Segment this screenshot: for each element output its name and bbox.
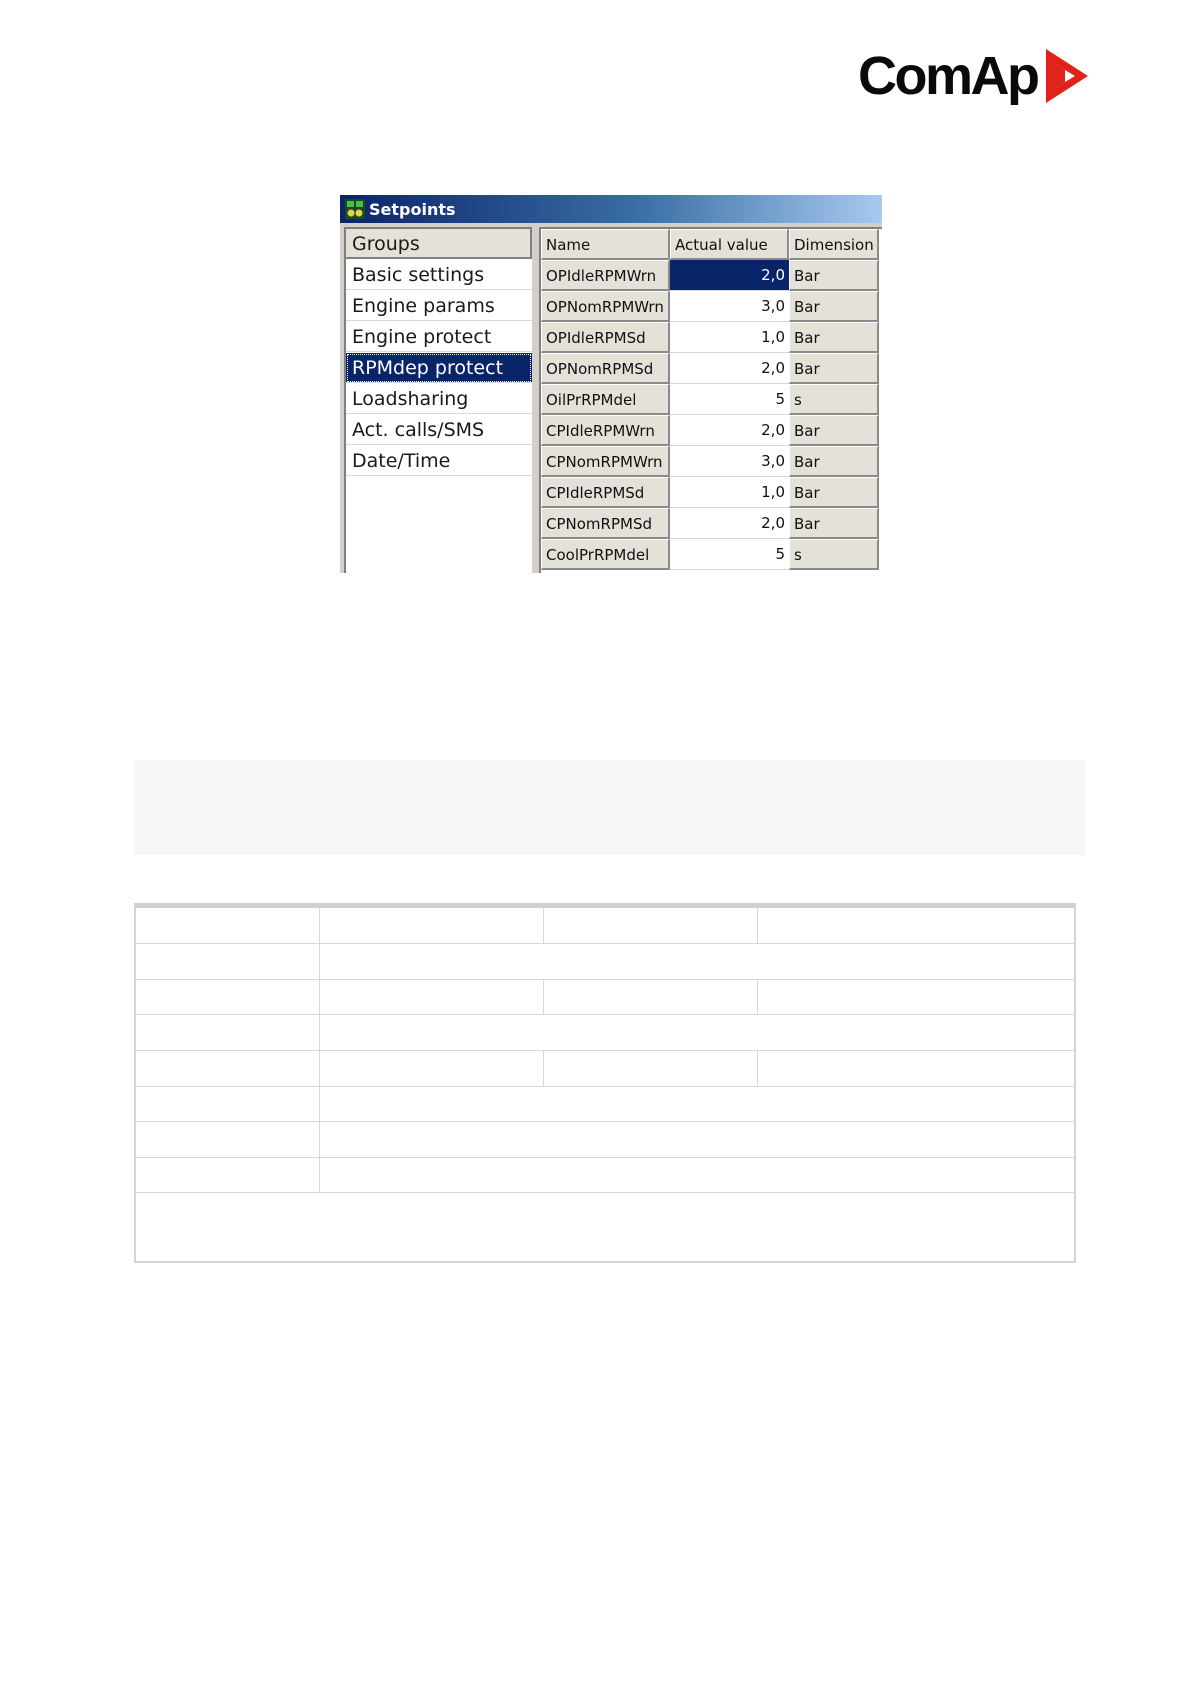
setpoint-name: OPNomRPMWrn (541, 291, 670, 322)
table-row[interactable] (541, 291, 882, 322)
setpoint-dimension: Bar (789, 353, 879, 384)
note-box (134, 760, 1085, 855)
setpoint-value[interactable]: 5 (670, 539, 789, 570)
table-row-divider (136, 1192, 1074, 1193)
groups-header: Groups (346, 229, 532, 259)
table-row-divider (136, 943, 1074, 944)
window-titlebar[interactable] (340, 195, 882, 223)
column-header-actual-value[interactable]: Actual value (670, 229, 789, 260)
window-title: Setpoints (369, 199, 456, 219)
table-column-divider (757, 908, 758, 943)
setpoint-value[interactable]: 1,0 (670, 322, 789, 353)
table-row[interactable] (541, 260, 882, 291)
setpoint-dimension: Bar (789, 291, 879, 322)
setpoint-dimension: Bar (789, 477, 879, 508)
group-item-date-time[interactable]: Date/Time (346, 446, 532, 476)
setpoints-grid (539, 227, 882, 573)
setpoints-window (340, 195, 882, 573)
setpoint-name: OPIdleRPMSd (541, 322, 670, 353)
group-item-rpmdep-protect[interactable]: RPMdep protect (346, 353, 532, 383)
setpoint-value[interactable]: 1,0 (670, 477, 789, 508)
table-row-divider (136, 1157, 1074, 1158)
setpoint-name: CPNomRPMSd (541, 508, 670, 539)
group-item-engine-params[interactable]: Engine params (346, 291, 532, 321)
table-column-divider (543, 979, 544, 1014)
setpoint-value[interactable]: 2,0 (670, 353, 789, 384)
parameter-table (134, 903, 1076, 1263)
setpoint-dimension: s (789, 384, 879, 415)
setpoint-name: OilPrRPMdel (541, 384, 670, 415)
table-row[interactable] (541, 477, 882, 508)
app-icon (345, 199, 365, 219)
table-row[interactable] (541, 508, 882, 539)
table-row[interactable] (541, 415, 882, 446)
setpoint-value[interactable]: 2,0 (670, 260, 789, 291)
setpoint-value[interactable]: 2,0 (670, 415, 789, 446)
table-column-divider (319, 908, 320, 1192)
setpoint-dimension: Bar (789, 322, 879, 353)
table-row[interactable] (541, 384, 882, 415)
table-column-divider (757, 1050, 758, 1086)
table-row[interactable] (541, 446, 882, 477)
setpoint-value[interactable]: 3,0 (670, 291, 789, 322)
setpoint-dimension: Bar (789, 415, 879, 446)
table-row-divider (136, 1121, 1074, 1122)
group-item-basic-settings[interactable]: Basic settings (346, 260, 532, 290)
setpoint-name: OPNomRPMSd (541, 353, 670, 384)
setpoint-dimension: s (789, 539, 879, 570)
setpoint-name: CoolPrRPMdel (541, 539, 670, 570)
setpoint-value[interactable]: 2,0 (670, 508, 789, 539)
group-item-engine-protect[interactable]: Engine protect (346, 322, 532, 352)
setpoint-name: CPIdleRPMWrn (541, 415, 670, 446)
table-row[interactable] (541, 539, 882, 570)
group-item-act-calls-sms[interactable]: Act. calls/SMS (346, 415, 532, 445)
setpoint-dimension: Bar (789, 260, 879, 291)
group-item-loadsharing[interactable]: Loadsharing (346, 384, 532, 414)
comap-play-icon (1043, 47, 1091, 105)
setpoint-name: CPNomRPMWrn (541, 446, 670, 477)
table-column-divider (543, 1050, 544, 1086)
table-row-divider (136, 1014, 1074, 1015)
groups-list (344, 227, 532, 573)
setpoint-name: CPIdleRPMSd (541, 477, 670, 508)
table-row[interactable] (541, 322, 882, 353)
setpoint-value[interactable]: 5 (670, 384, 789, 415)
grid-header-row (541, 229, 882, 260)
table-row-divider (136, 1050, 1074, 1051)
setpoint-name: OPIdleRPMWrn (541, 260, 670, 291)
table-column-divider (543, 908, 544, 943)
column-header-name[interactable]: Name (541, 229, 670, 260)
setpoint-dimension: Bar (789, 446, 879, 477)
table-row[interactable] (541, 353, 882, 384)
column-header-dimension[interactable]: Dimension (789, 229, 879, 260)
comap-logo (858, 44, 1091, 108)
logo-text: ComAp (858, 46, 1038, 106)
table-row-divider (136, 979, 1074, 980)
setpoint-dimension: Bar (789, 508, 879, 539)
setpoint-value[interactable]: 3,0 (670, 446, 789, 477)
table-row-divider (136, 1086, 1074, 1087)
table-column-divider (757, 979, 758, 1014)
